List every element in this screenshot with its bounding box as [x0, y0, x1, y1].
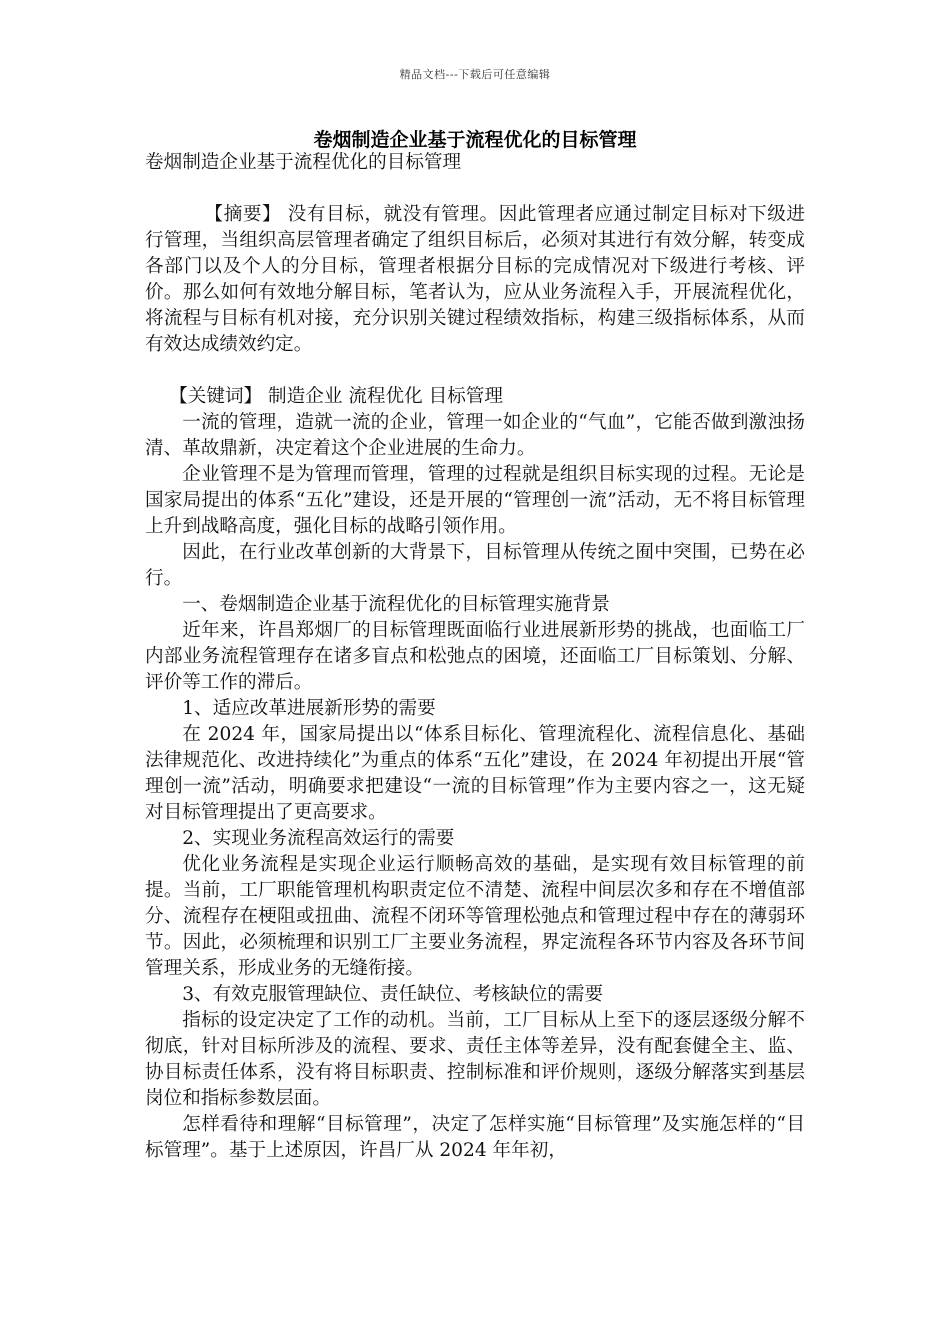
body-paragraph: 因此，在行业改革创新的大背景下，目标管理从传统之囿中突围，已势在必行。 — [145, 542, 805, 589]
document-body — [145, 150, 805, 1164]
body-paragraph: 在 2024 年，国家局提出以“体系目标化、管理流程化、流程信息化、基础法律规范化、改进持续化”为重点的体系“五化”建设，在 2024 年初提出开展“管理创一流”活动，明确要求把建设“一流的目标管理”作为主要内容之一，这无疑对目标管理提出了更高要求。 — [145, 724, 805, 823]
body-paragraph: 一流的管理，造就一流的企业，管理一如企业的“气血”，它能否做到激浊扬清、革故鼎新，决定着这个企业进展的生命力。 — [145, 412, 805, 459]
document-title: 卷烟制造企业基于流程优化的目标管理 — [313, 129, 637, 151]
body-paragraph: 近年来，许昌郑烟厂的目标管理既面临行业进展新形势的挑战，也面临工厂内部业务流程管理存在诸多盲点和松弛点的困境，还面临工厂目标策划、分解、评价等工作的滞后。 — [145, 620, 805, 693]
subsection-heading: 1、适应改革进展新形势的需要 — [182, 698, 436, 719]
body-paragraph: 指标的设定决定了工作的动机。当前，工厂目标从上至下的逐层逐级分解不彻底，针对目标所涉及的流程、要求、责任主体等差异，没有配套健全主、监、协目标责任体系，没有将目标职责、控制标准和评价规则，逐级分解落实到基层岗位和指标参数层面。 — [145, 1010, 805, 1109]
blank-line — [145, 358, 805, 384]
section-heading: 一、卷烟制造企业基于流程优化的目标管理实施背景 — [182, 594, 610, 615]
body-paragraph: 怎样看待和理解“目标管理”，决定了怎样实施“目标管理”及实施怎样的“目标管理”。基于上述原因，许昌厂从 2024 年年初， — [145, 1114, 805, 1161]
blank-line — [145, 176, 805, 202]
subsection-heading: 2、实现业务流程高效运行的需要 — [182, 828, 455, 849]
subsection-heading: 3、有效克服管理缺位、责任缺位、考核缺位的需要 — [182, 984, 604, 1005]
document-subtitle: 卷烟制造企业基于流程优化的目标管理 — [145, 152, 462, 173]
keywords-line: 【关键词】 制造企业 流程优化 目标管理 — [169, 386, 503, 407]
page-header-note: 精品文档---下载后可任意编辑 — [399, 68, 551, 81]
body-paragraph: 企业管理不是为管理而管理，管理的过程就是组织目标实现的过程。无论是国家局提出的体系“五化”建设，还是开展的“管理创一流”活动，无不将目标管理上升到战略高度，强化目标的战略引领作用。 — [145, 464, 805, 537]
body-paragraph: 优化业务流程是实现企业运行顺畅高效的基础，是实现有效目标管理的前提。当前，工厂职能管理机构职责定位不清楚、流程中间层次多和存在不增值部分、流程存在梗阻或扭曲、流程不闭环等管理松弛点和管理过程中存在的薄弱环节。因此，必须梳理和识别工厂主要业务流程，界定流程各环节内容及各环节间管理关系，形成业务的无缝衔接。 — [145, 854, 805, 979]
abstract-paragraph: 【摘要】 没有目标，就没有管理。因此管理者应通过制定目标对下级进行管理，当组织高层管理者确定了组织目标后，必须对其进行有效分解，转变成各部门以及个人的分目标，管理者根据分目标的完成情况对下级进行考核、评价。那么如何有效地分解目标，笔者认为，应从业务流程入手，开展流程优化，将流程与目标有机对接，充分识别关键过程绩效指标，构建三级指标体系，从而有效达成绩效约定。 — [145, 204, 805, 355]
